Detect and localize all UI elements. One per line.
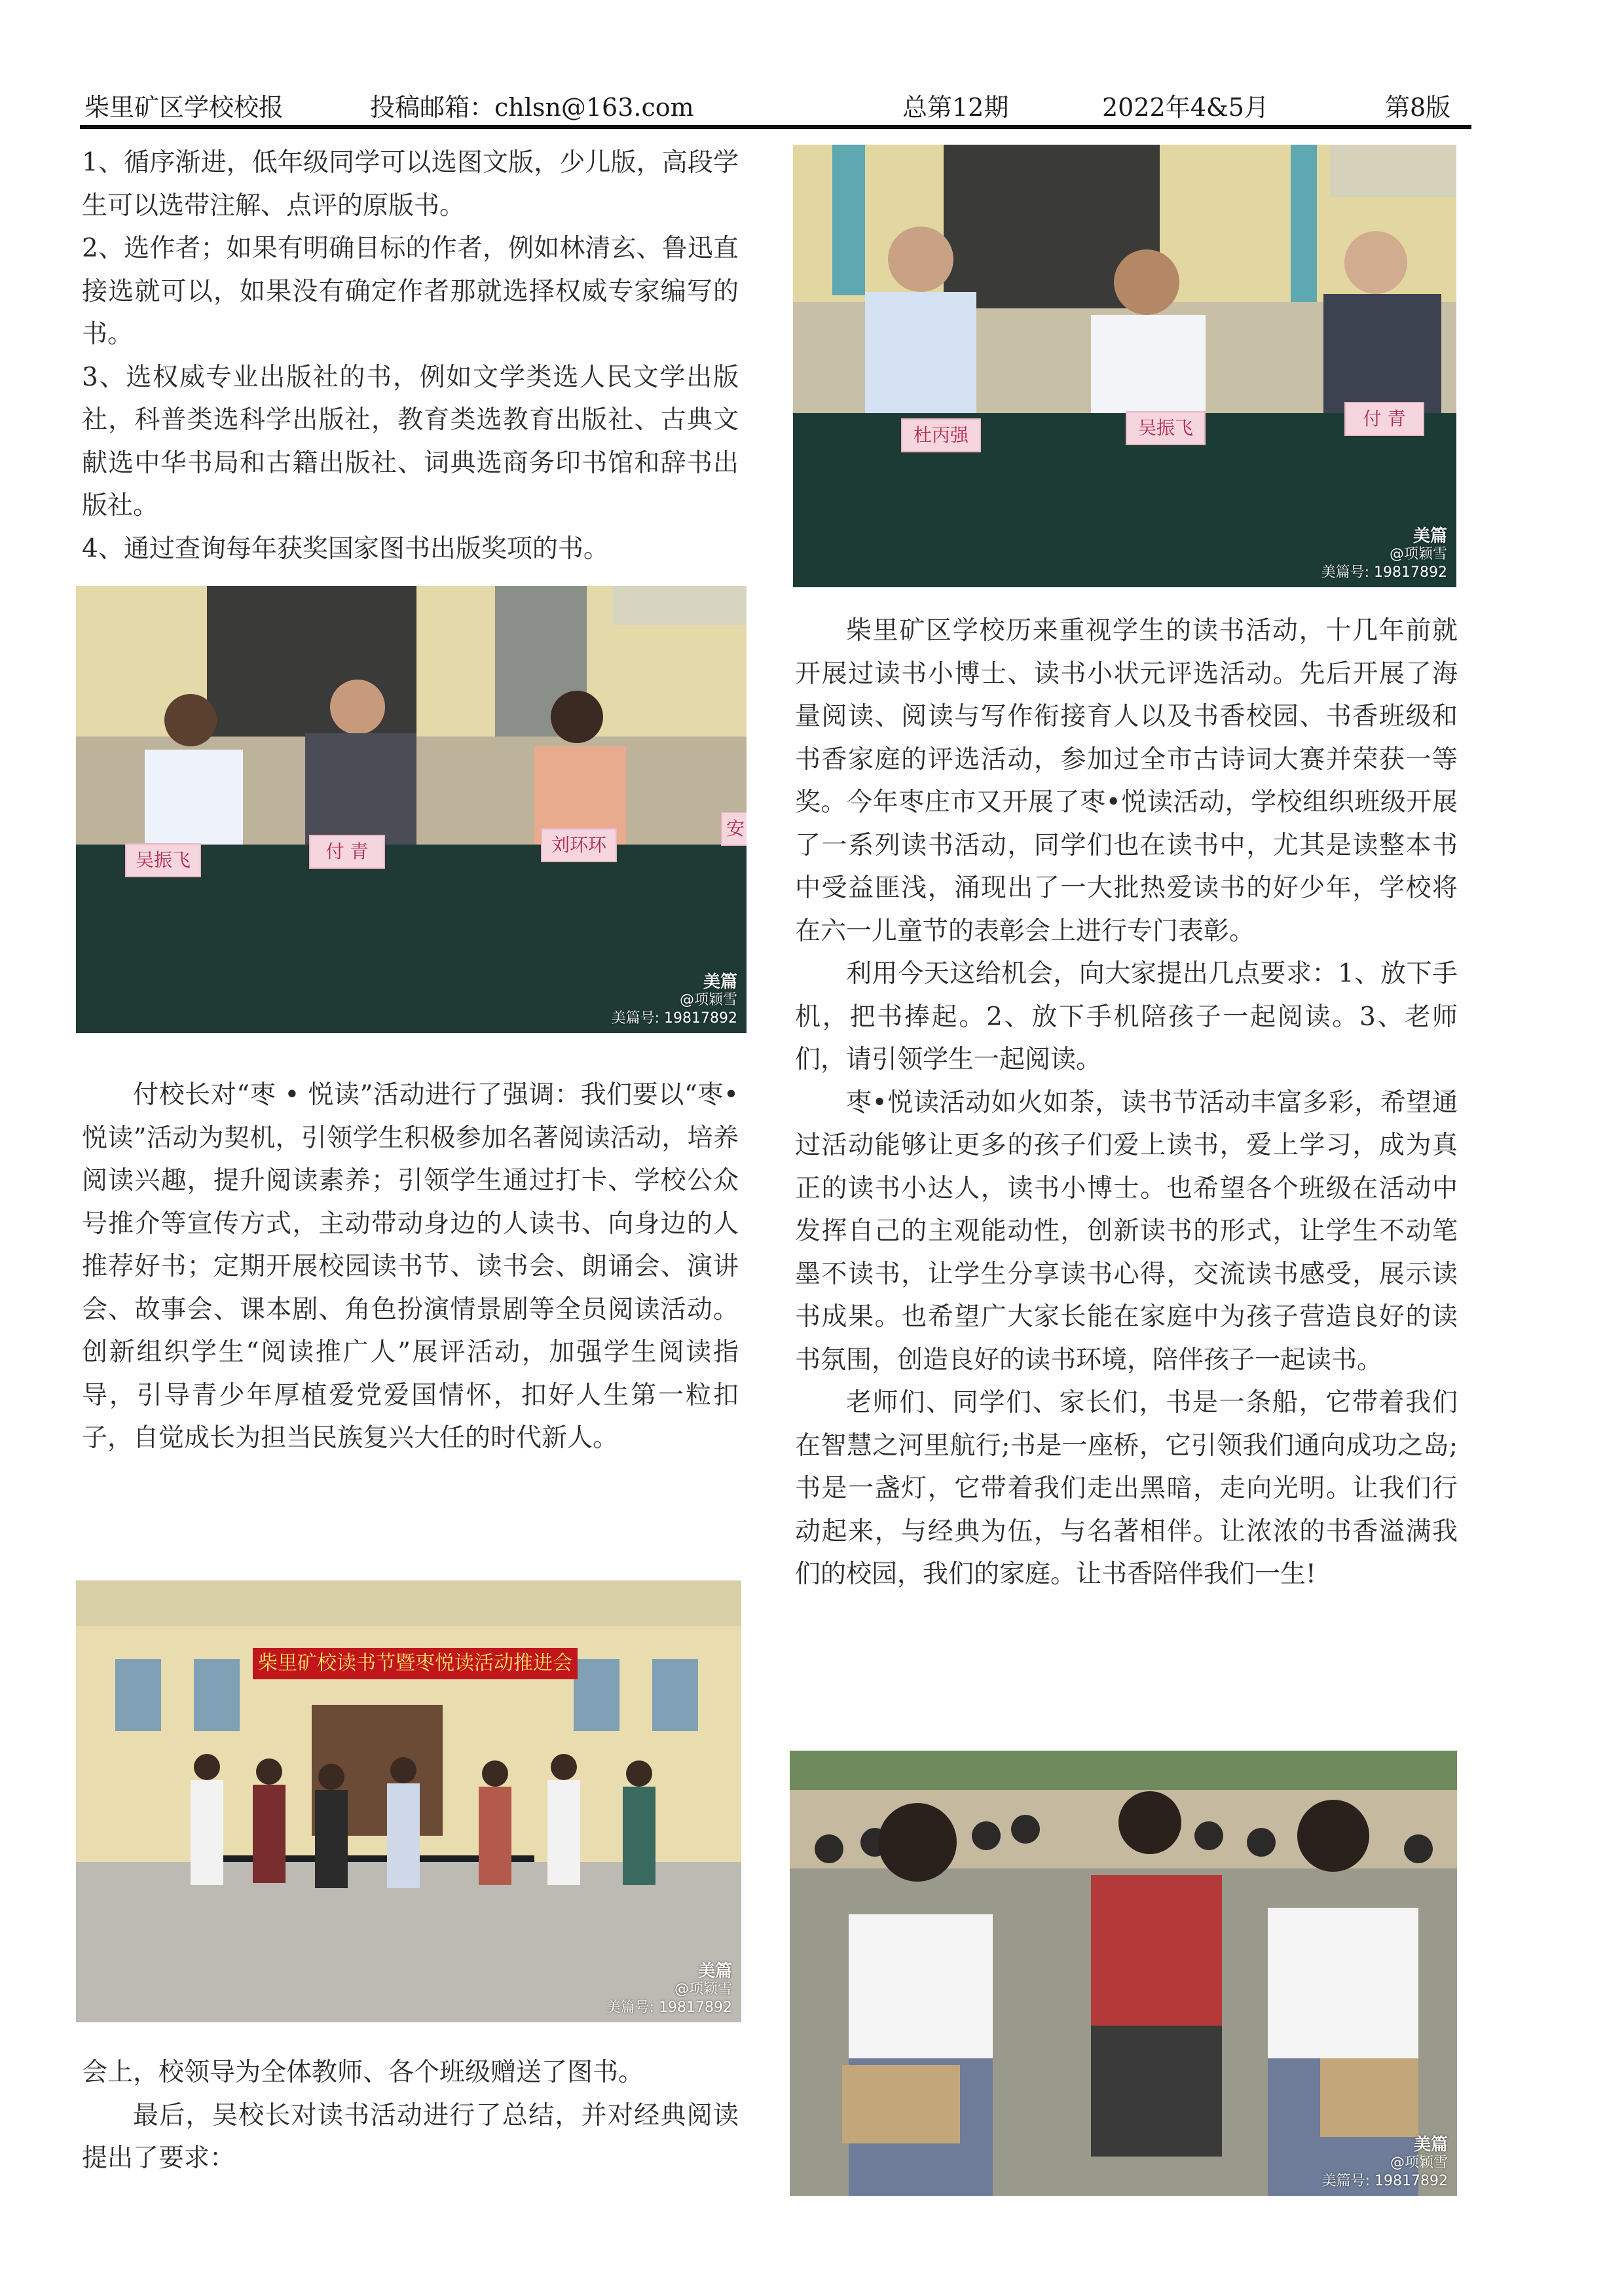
watermark-id: 美篇号: 19817892 — [611, 1010, 737, 1027]
photo-watermark — [1322, 2136, 1448, 2191]
watermark-id: 美篇号: 19817892 — [1321, 564, 1447, 581]
watermark-logo: 美篇 — [1413, 2135, 1448, 2155]
nameplate: 吴振飞 — [1126, 411, 1206, 445]
photo-students-books-image — [790, 1751, 1457, 2196]
paragraph: 利用今天这给机会，向大家提出几点要求：1、放下手机，把书捧起。2、放下手机陪孩子一起阅读。3、老师们，请引领学生一起阅读。 — [795, 959, 1458, 1074]
nameplate: 安 — [721, 812, 747, 846]
tip-item: 2、选作者；如果有明确目标的作者，例如林清玄、鲁迅直接选就可以，如果没有确定作者那就选择权威专家编写的书。 — [82, 234, 739, 349]
photo-watermark — [612, 973, 737, 1028]
paragraph: 柴里矿区学校历来重视学生的读书活动，十几年前就开展过读书小博士、读书小状元评选活动。先后开展了海量阅读、阅读与写作衔接育人以及书香校园、书香班级和书香家庭的评选活动，参加过全市古诗词大赛并荣获一等奖。今年枣庄市又开展了枣•悦读活动，学校组织班级开展了一系列读书活动，同学们也在读书中，尤其是读整本书中受益匪浅，涌现出了一大批热爱读书的好少年，学校将在六一儿童节的表彰会上进行专门表彰。 — [795, 616, 1458, 946]
watermark-author: @项颖雪 — [674, 1981, 732, 1997]
paragraph: 枣•悦读活动如火如荼，读书节活动丰富多彩，希望通过活动能够让更多的孩子们爱上读书，爱上学习，成为真正的读书小达人，读书小博士。也希望各个班级在活动中发挥自己的主观能动性，创新读书的形式，让学生不动笔墨不读书，让学生分享读书心得，交流读书感受，展示读书成果。也希望广大家长能在家庭中为孩子营造良好的读书氛围，创造良好的读书环境，陪伴孩子一起读书。 — [795, 1087, 1458, 1375]
issue-date: 2022年4&5月 — [1102, 93, 1269, 122]
watermark-logo: 美篇 — [703, 972, 737, 992]
paragraph: 付校长对“枣 • 悦读”活动进行了强调：我们要以“枣•悦读”活动为契机，引领学生积极参加名著阅读活动，培养阅读兴趣，提升阅读素养；引领学生通过打卡、学校公众号推介等宣传方式，主动带动身边的人读书、向身边的人推荐好书；定期开展校园读书节、读书会、朗诵会、演讲会、故事会、课本剧、角色扮演情景剧等全员阅读活动。创新组织学生“阅读推广人”展评活动，加强学生阅读指导，引导青少年厚植爱党爱国情怀，扣好人生第一粒扣子，自觉成长为担当民族复兴大任的时代新人。 — [82, 1080, 739, 1453]
watermark-logo: 美篇 — [697, 1961, 732, 1981]
paragraph: 会上，校领导为全体教师、各个班级赠送了图书。 — [82, 2058, 644, 2087]
nameplate: 吴振飞 — [125, 843, 201, 877]
paragraph: 老师们、同学们、家长们，书是一条船，它带着我们在智慧之河里航行;书是一座桥，它引领我们通向成功之岛;书是一盏灯，它带着我们走出黑暗，走向光明。让我们行动起来，与经典为伍，与名著相伴。让浓浓的书香溢满我们的校园，我们的家庭。让书香陪伴我们一生! — [795, 1388, 1458, 1589]
event-banner: 柴里矿校读书节暨枣悦读活动推进会 — [253, 1648, 578, 1679]
photo-watermark — [606, 1962, 732, 2017]
bottom-left-text — [82, 2051, 739, 2180]
watermark-id: 美篇号: 19817892 — [606, 1999, 732, 2016]
nameplate: 付 青 — [1344, 402, 1424, 436]
photo-leaders-speaking — [76, 586, 747, 1033]
photo-watermark — [1321, 527, 1447, 582]
photo-leaders-table — [793, 145, 1456, 587]
newspaper-header — [82, 89, 1470, 126]
watermark-author: @项颖雪 — [1390, 2155, 1448, 2171]
watermark-author: @项颖雪 — [1389, 546, 1447, 562]
watermark-id: 美篇号: 19817892 — [1321, 2173, 1448, 2189]
photo-leaders-table-image — [793, 145, 1456, 587]
header-rule — [80, 125, 1471, 129]
photo-leaders-speaking-image — [76, 586, 747, 1033]
photo-group-books-image — [76, 1580, 741, 2022]
paragraph: 最后，吴校长对读书活动进行了总结，并对经典阅读提出了要求： — [82, 2100, 739, 2173]
issue-number: 总第12期 — [902, 93, 1009, 122]
tip-item: 1、循序渐进，低年级同学可以选图文版，少儿版，高段学生可以选带注解、点评的原版书。 — [82, 148, 739, 221]
reading-tips — [82, 141, 739, 570]
fu-speech-paragraph — [82, 1074, 739, 1460]
photo-students-books — [790, 1751, 1457, 2196]
watermark-logo: 美篇 — [1412, 526, 1447, 546]
submission-email: 投稿邮箱：chlsn@163.com — [370, 93, 694, 122]
nameplate: 付 青 — [309, 835, 385, 869]
school-name: 柴里矿区学校校报 — [84, 93, 284, 122]
tip-item: 3、选权威专业出版社的书，例如文学类选人民文学出版社，科普类选科学出版社，教育类选教育出版社、古典文献选中华书局和古籍出版社、词典选商务印书馆和辞书出版社。 — [82, 362, 739, 520]
watermark-author: @项颖雪 — [679, 992, 737, 1008]
page-number: 第8版 — [1385, 93, 1451, 122]
right-column-text — [795, 610, 1458, 1596]
nameplate: 刘环环 — [541, 828, 617, 862]
nameplate: 杜丙强 — [901, 418, 981, 452]
photo-group-books — [76, 1580, 741, 2022]
tip-item: 4、通过查询每年获奖国家图书出版奖项的书。 — [82, 534, 609, 564]
